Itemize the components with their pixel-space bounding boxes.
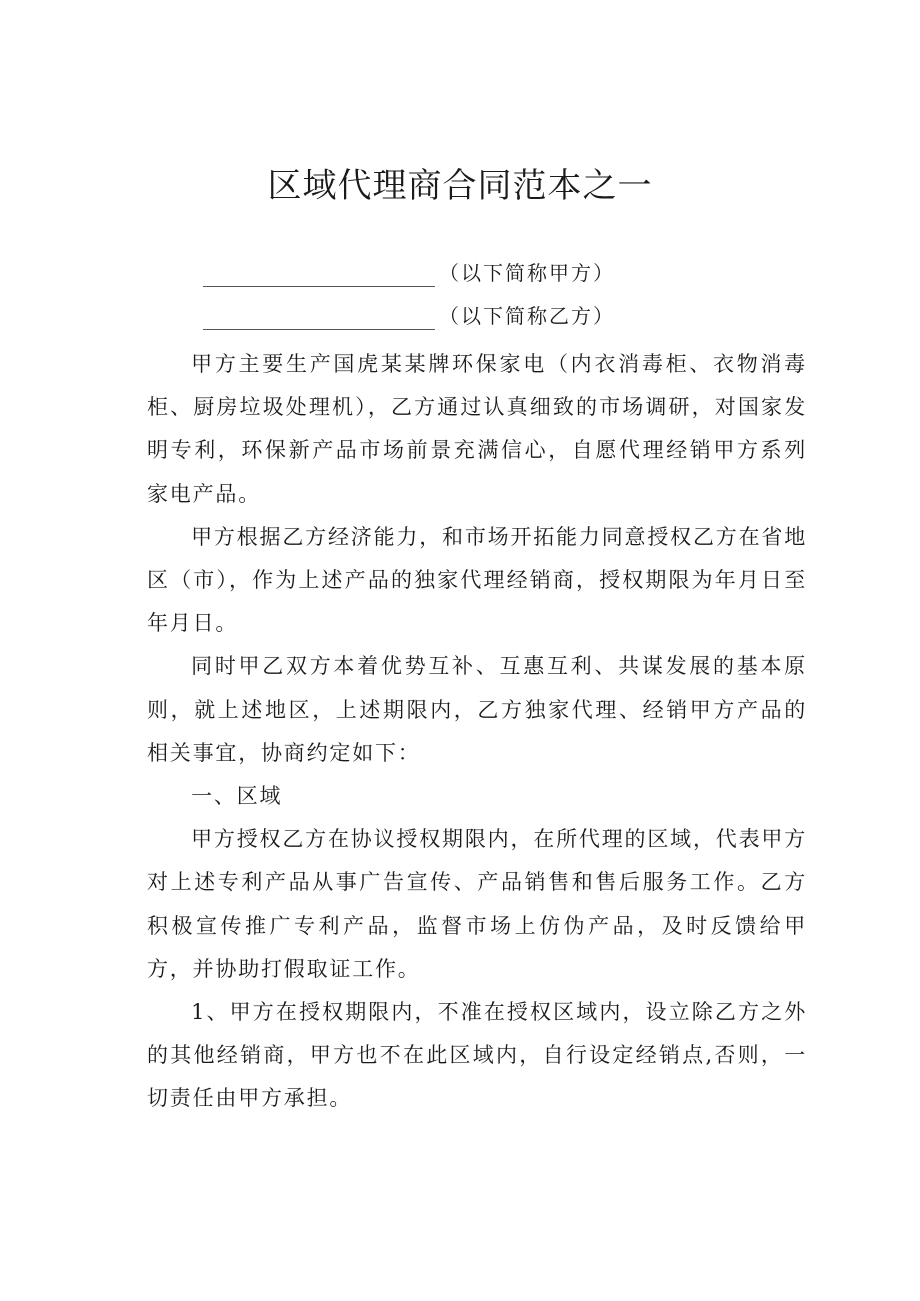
party-a-label: （以下简称甲方） [439, 261, 615, 285]
party-a-line [203, 253, 615, 287]
party-b-label: （以下简称乙方） [439, 304, 615, 328]
paragraph-authorization: 甲方根据乙方经济能力，和市场开拓能力同意授权乙方在省地区（市），作为上述产品的独家代理经销商，授权期限为年月日至年月日。 [147, 524, 807, 636]
paragraph-clause-1: 1、甲方在授权期限内，不准在授权区域内，设立除乙方之外的其他经销商，甲方也不在此区域内，自行设定经销点,否则，一切责任由甲方承担。 [147, 1000, 807, 1111]
document-title: 区域代理商合同范本之一 [267, 166, 653, 206]
paragraph-principles: 同时甲乙双方本着优势互补、互惠互利、共谋发展的基本原则，就上述地区，上述期限内，乙方独家代理、经销甲方产品的相关事宜，协商约定如下： [147, 654, 807, 765]
section-heading-region: 一、区域 [191, 784, 283, 809]
party-b-line [203, 296, 615, 330]
paragraph-region-duties: 甲方授权乙方在协议授权期限内，在所代理的区域，代表甲方对上述专利产品从事广告宣传、产品销售和售后服务工作。乙方积极宣传推广专利产品，监督市场上仿伪产品，及时反馈给甲方，并协助打假取证工作。 [147, 827, 807, 981]
contract-body [147, 343, 807, 1121]
party-b-blank [203, 309, 435, 330]
party-a-blank [203, 266, 435, 287]
paragraph-intro: 甲方主要生产国虎某某牌环保家电（内衣消毒柜、衣物消毒柜、厨房垃圾处理机），乙方通过认真细致的市场调研，对国家发明专利，环保新产品市场前景充满信心，自愿代理经销甲方系列家电产品。 [147, 352, 807, 506]
